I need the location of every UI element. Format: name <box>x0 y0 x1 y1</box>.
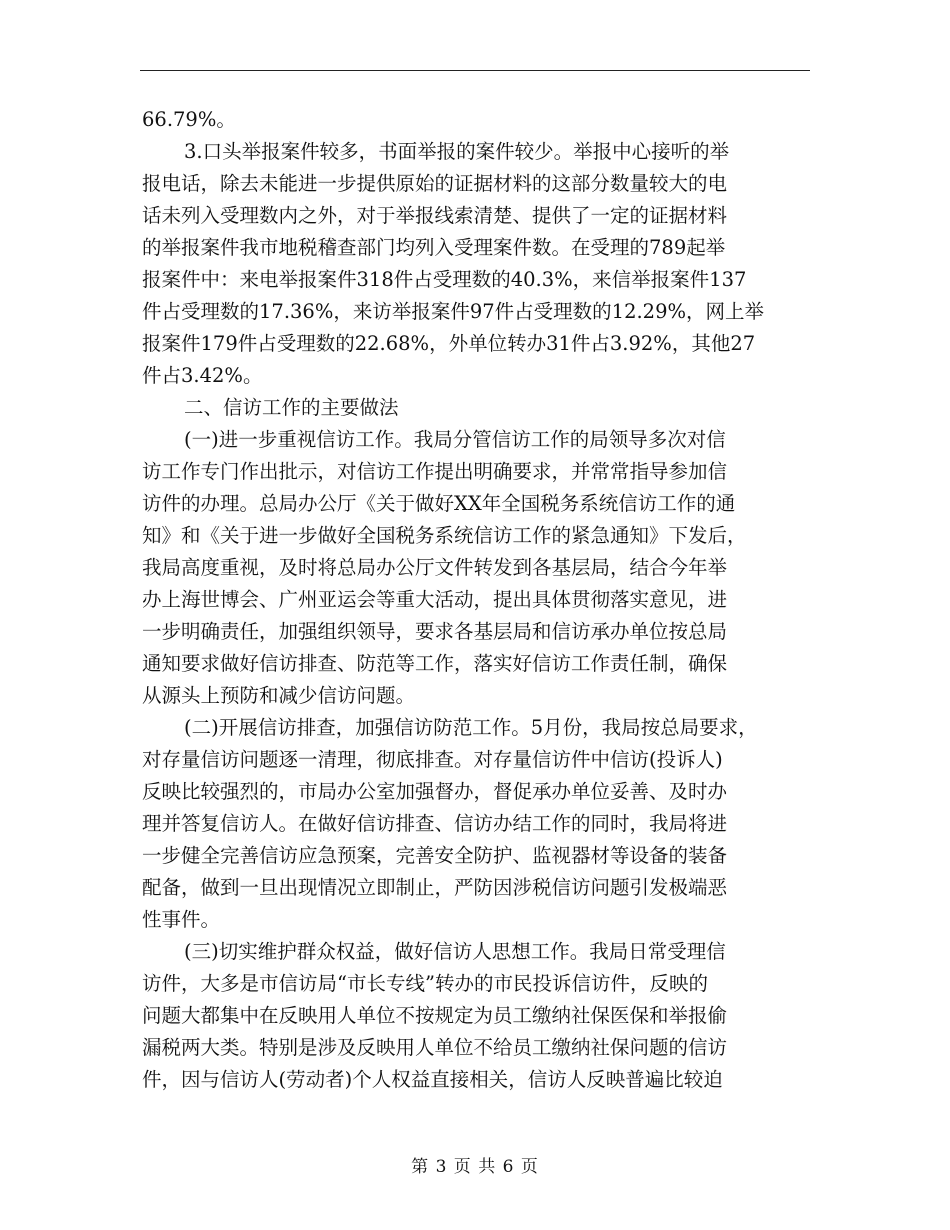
page-footer <box>0 1152 950 1177</box>
text-line: 报案件中：来电举报案件318件占受理数的40.3%，来信举报案件137 <box>142 268 747 291</box>
page-number-label: 第 3 页 共 6 页 <box>411 1157 539 1177</box>
text-line: 3.口头举报案件较多，书面举报的案件较少。举报中心接听的举 <box>184 140 730 163</box>
text-line: 二、信访工作的主要做法 <box>184 396 399 419</box>
text-line: 性事件。 <box>142 908 221 931</box>
text-line: 报案件179件占受理数的22.68%，外单位转办31件占3.92%，其他27 <box>142 332 756 355</box>
text-line: 的举报案件我市地税稽查部门均列入受理案件数。在受理的789起举 <box>142 236 726 259</box>
text-line: 访工作专门作出批示，对信访工作提出明确要求，并常常指导参加信 <box>142 460 728 483</box>
text-line: 反映比较强烈的，市局办公室加强督办，督促承办单位妥善、及时办 <box>142 780 728 803</box>
header-rule <box>140 70 810 71</box>
text-line: (二)开展信访排查，加强信访防范工作。5月份，我局按总局要求， <box>184 716 758 739</box>
text-line: 配备，做到一旦出现情况立即制止，严防因涉税信访问题引发极端恶 <box>142 876 728 899</box>
text-line: 访件的办理。总局办公厅《关于做好XX年全国税务系统信访工作的通 <box>142 492 736 515</box>
text-line: 通知要求做好信访排查、防范等工作，落实好信访工作责任制，确保 <box>142 652 728 675</box>
text-line: 一步明确责任，加强组织领导，要求各基层局和信访承办单位按总局 <box>142 620 728 643</box>
text-line: 知》和《关于进一步做好全国税务系统信访工作的紧急通知》下发后， <box>142 524 747 547</box>
document-body <box>142 104 814 1096</box>
text-line: 件占3.42%。 <box>142 364 263 387</box>
text-line: 从源头上预防和减少信访问题。 <box>142 684 416 707</box>
text-line: 理并答复信访人。在做好信访排查、信访办结工作的同时，我局将进 <box>142 812 728 835</box>
text-line: (三)切实维护群众权益，做好信访人思想工作。我局日常受理信 <box>184 940 726 963</box>
text-line: 报电话，除去未能进一步提供原始的证据材料的这部分数量较大的电 <box>142 172 728 195</box>
text-line: 我局高度重视，及时将总局办公厅文件转发到各基层局，结合今年举 <box>142 556 728 579</box>
text-line: 一步健全完善信访应急预案，完善安全防护、监视器材等设备的装备 <box>142 844 728 867</box>
text-line: 访件，大多是市信访局“市长专线”转办的市民投诉信访件，反映的 <box>142 972 708 995</box>
text-line: 办上海世博会、广州亚运会等重大活动，提出具体贯彻落实意见，进 <box>142 588 728 611</box>
text-line: 件，因与信访人(劳动者)个人权益直接相关，信访人反映普遍比较迫 <box>142 1068 723 1091</box>
text-line: 问题大都集中在反映用人单位不按规定为员工缴纳社保医保和举报偷 <box>142 1004 728 1027</box>
text-line: 对存量信访问题逐一清理，彻底排查。对存量信访件中信访(投诉人) <box>142 748 723 771</box>
text-line: 漏税两大类。特别是涉及反映用人单位不给员工缴纳社保问题的信访 <box>142 1036 728 1059</box>
text-line: 件占受理数的17.36%，来访举报案件97件占受理数的12.29%，网上举 <box>142 300 765 323</box>
text-line: (一)进一步重视信访工作。我局分管信访工作的局领导多次对信 <box>184 428 726 451</box>
text-line: 话未列入受理数内之外，对于举报线索清楚、提供了一定的证据材料 <box>142 204 728 227</box>
text-line: 66.79%。 <box>142 108 236 131</box>
